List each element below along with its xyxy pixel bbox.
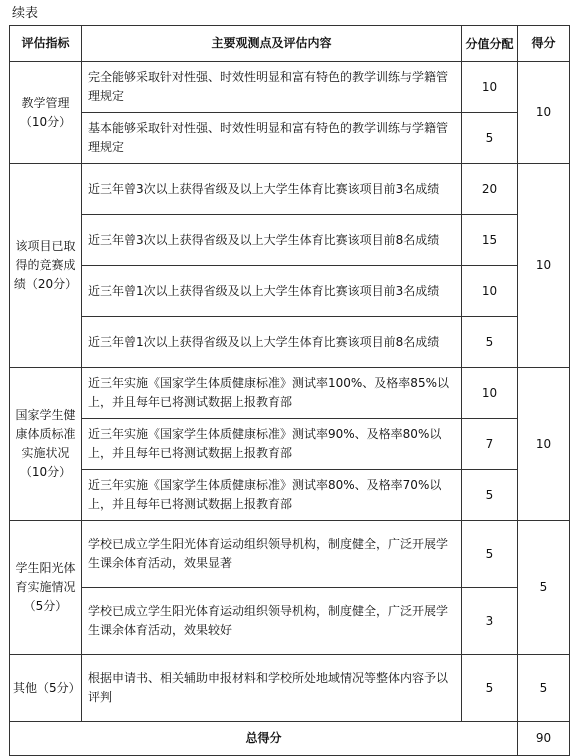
score-cell: 10: [518, 164, 570, 368]
points-cell: 15: [462, 215, 518, 266]
points-cell: 5: [462, 655, 518, 722]
points-cell: 10: [462, 266, 518, 317]
content-cell: 近三年曾3次以上获得省级及以上大学生体育比赛该项目前8名成绩: [82, 215, 462, 266]
content-cell: 近三年曾3次以上获得省级及以上大学生体育比赛该项目前3名成绩: [82, 164, 462, 215]
indicator-cell: 教学管理（10分）: [10, 62, 82, 164]
table-row: [10, 470, 570, 521]
points-cell: 10: [462, 368, 518, 419]
header-weight: 分值分配: [462, 26, 518, 62]
points-cell: 7: [462, 419, 518, 470]
table-caption: 续表: [12, 6, 39, 21]
points-cell: 20: [462, 164, 518, 215]
points-cell: 5: [462, 470, 518, 521]
content-cell: 近三年实施《国家学生体质健康标准》测试率90%、及格率80%以上，并且每年已将测试数据上报教育部: [82, 419, 462, 470]
content-cell: 近三年实施《国家学生体质健康标准》测试率100%、及格率85%以上，并且每年已将测试数据上报教育部: [82, 368, 462, 419]
content-cell: 完全能够采取针对性强、时效性明显和富有特色的教学训练与学籍管理规定: [82, 62, 462, 113]
evaluation-table: [9, 25, 570, 756]
table-row: [10, 215, 570, 266]
score-cell: 10: [518, 62, 570, 164]
points-cell: 5: [462, 317, 518, 368]
table-row: [10, 317, 570, 368]
content-cell: 近三年曾1次以上获得省级及以上大学生体育比赛该项目前3名成绩: [82, 266, 462, 317]
header-row: [10, 26, 570, 62]
table-row: [10, 419, 570, 470]
content-cell: 根据申请书、相关辅助申报材料和学校所处地域情况等整体内容予以评判: [82, 655, 462, 722]
content-cell: 近三年曾1次以上获得省级及以上大学生体育比赛该项目前8名成绩: [82, 317, 462, 368]
header-score: 得分: [518, 26, 570, 62]
points-cell: 3: [462, 588, 518, 655]
points-cell: 10: [462, 62, 518, 113]
indicator-cell: 该项目已取得的竞赛成绩（20分）: [10, 164, 82, 368]
points-cell: 5: [462, 113, 518, 164]
header-content: 主要观测点及评估内容: [82, 26, 462, 62]
points-cell: 5: [462, 521, 518, 588]
content-cell: 学校已成立学生阳光体育运动组织领导机构，制度健全，广泛开展学生课余体育活动，效果显著: [82, 521, 462, 588]
table-row: [10, 113, 570, 164]
table-row: [10, 266, 570, 317]
total-row: [10, 722, 570, 756]
table-row: [10, 164, 570, 215]
table-row: [10, 521, 570, 588]
table-row: [10, 588, 570, 655]
table-row: [10, 62, 570, 113]
content-cell: 学校已成立学生阳光体育运动组织领导机构，制度健全，广泛开展学生课余体育活动，效果较好: [82, 588, 462, 655]
score-cell: 5: [518, 655, 570, 722]
content-cell: 基本能够采取针对性强、时效性明显和富有特色的教学训练与学籍管理规定: [82, 113, 462, 164]
total-label: 总得分: [10, 722, 518, 756]
score-cell: 10: [518, 368, 570, 521]
table-row: [10, 368, 570, 419]
content-cell: 近三年实施《国家学生体质健康标准》测试率80%、及格率70%以上，并且每年已将测试数据上报教育部: [82, 470, 462, 521]
indicator-cell: 国家学生健康体质标准实施状况（10分）: [10, 368, 82, 521]
score-cell: 5: [518, 521, 570, 655]
header-indicator: 评估指标: [10, 26, 82, 62]
indicator-cell: 其他（5分）: [10, 655, 82, 722]
indicator-cell: 学生阳光体育实施情况（5分）: [10, 521, 82, 655]
total-score: 90: [518, 722, 570, 756]
table-row: [10, 655, 570, 722]
